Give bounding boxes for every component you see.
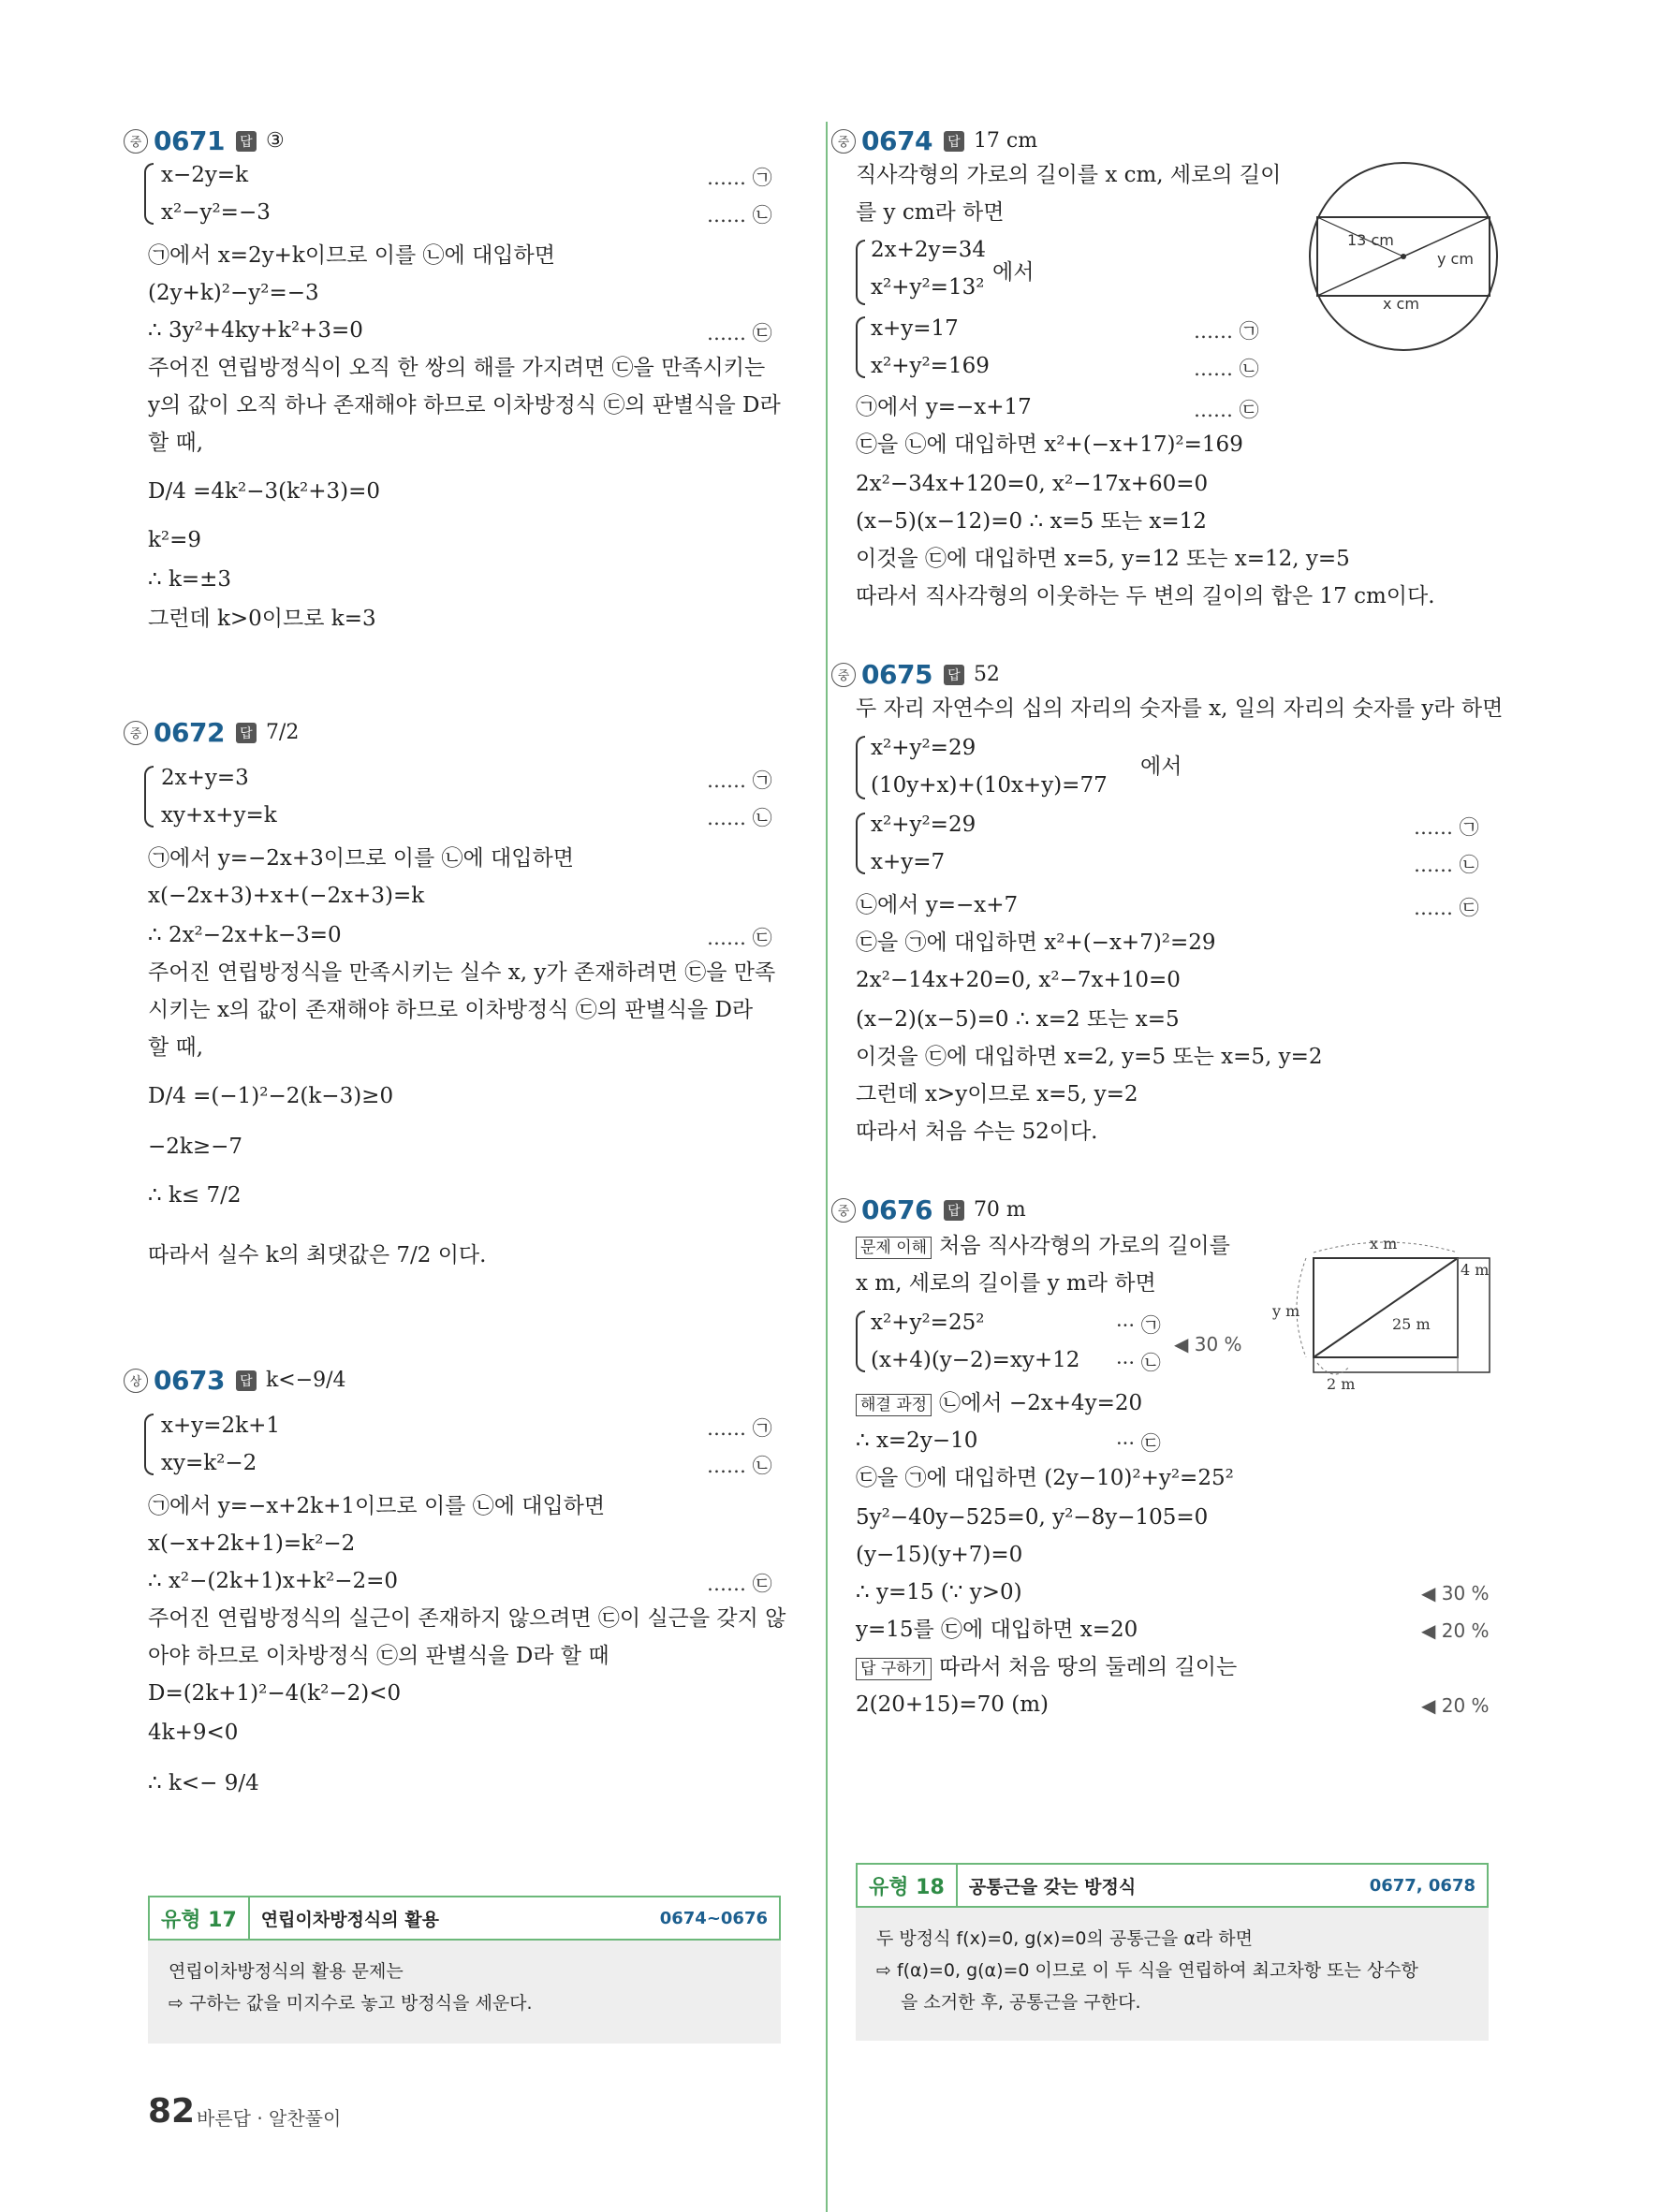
book-title: 바른답 · 알찬풀이 (197, 2107, 342, 2130)
type-body (148, 1941, 781, 2044)
system-brace (144, 163, 154, 225)
level-badge: 상 (124, 1369, 148, 1393)
score-percent: ◀ 20 % (1421, 1694, 1490, 1717)
solution-line: D/4 =(−1)²−2(k−3)≥0 (148, 1084, 394, 1108)
equation-mark: ··· ㉢ (1116, 1432, 1161, 1455)
solution-line: 4k+9<0 (148, 1721, 239, 1745)
score-percent: ◀ 20 % (1421, 1619, 1490, 1642)
level-badge: 중 (124, 721, 148, 745)
bottom-label: 2 m (1327, 1375, 1356, 1393)
solution-line: −2k≥−7 (148, 1135, 243, 1159)
solution-line: 에서 (1140, 754, 1182, 779)
level-badge: 중 (124, 129, 148, 154)
type-tag: 유형 17 (150, 1897, 250, 1939)
diag-label: 25 m (1392, 1315, 1431, 1333)
solution-line: 2x²−14x+20=0, x²−7x+10=0 (856, 968, 1181, 992)
type-body (856, 1908, 1489, 2041)
solution-line: 시키는 x의 값이 존재해야 하므로 이차방정식 ㉢의 판별식을 D라 (148, 998, 754, 1022)
equation-mark: …… ㉢ (1194, 399, 1259, 421)
level-badge: 중 (831, 1198, 856, 1223)
field-rectangle-figure (1269, 1234, 1493, 1393)
type-body-line: ⇨ 구하는 값을 미지수로 놓고 방정식을 세운다. (169, 1993, 533, 2014)
type-range: 0677, 0678 (1369, 1875, 1475, 1896)
diag-label: 13 cm (1347, 231, 1394, 249)
equation-mark: …… ㉡ (1194, 358, 1259, 380)
equation-mark: …… ㉡ (1414, 854, 1479, 876)
solution-line: 2(20+15)=70 (m) (856, 1692, 1049, 1717)
equation-mark: …… ㉠ (1194, 320, 1259, 343)
solution-line: y의 값이 오직 하나 존재해야 하므로 이차방정식 ㉢의 판별식을 D라 (148, 393, 781, 417)
solution-line: 주어진 연립방정식을 만족시키는 실수 x, y가 존재하려면 ㉢을 만족 (148, 960, 776, 985)
equation-mark: …… ㉠ (1414, 816, 1479, 839)
page-number: 82 (148, 2092, 196, 2131)
system-brace (856, 316, 865, 378)
solution-line: ∴ k<− 9/4 (148, 1771, 259, 1795)
type-header (148, 1896, 781, 1941)
solution-line: x(−x+2k+1)=k²−2 (148, 1531, 356, 1556)
solution-line: D/4 =4k²−3(k²+3)=0 (148, 479, 381, 504)
solution-text: ㉡에서 −2x+4y=20 (939, 1391, 1143, 1415)
equation-line: x²+y²=29 (871, 813, 976, 837)
right-label: 4 m (1461, 1261, 1490, 1279)
problem-0673-header (124, 1365, 346, 1396)
equation-line: x²+y²=25² (871, 1311, 985, 1335)
solution-line: ∴ 3y²+4ky+k²+3=0 (148, 318, 363, 343)
problem-number: 0675 (861, 659, 932, 690)
equation-line: 2x+2y=34 (871, 238, 987, 262)
solution-line: D=(2k+1)²−4(k²−2)<0 (148, 1681, 402, 1706)
equation-line: x²+y²=169 (871, 354, 990, 378)
system-brace (856, 736, 865, 799)
answer-value: 52 (973, 663, 1000, 686)
solution-line: 5y²−40y−525=0, y²−8y−105=0 (856, 1505, 1209, 1530)
column-divider (826, 122, 828, 2212)
solution-line: 두 자리 자연수의 십의 자리의 숫자를 x, 일의 자리의 숫자를 y라 하면 (856, 696, 1504, 721)
solution-line: ㉡에서 y=−x+7 (856, 893, 1019, 917)
solution-line: ㉢을 ㉠에 대입하면 x²+(−x+7)²=29 (856, 930, 1216, 955)
solution-line: (x−5)(x−12)=0 ∴ x=5 또는 x=12 (856, 509, 1207, 534)
solution-line: 아야 하므로 이차방정식 ㉢의 판별식을 D라 할 때 (148, 1644, 609, 1668)
type-header (856, 1863, 1489, 1908)
score-percent: ◀ 30 % (1421, 1582, 1490, 1604)
equation-line: x−2y=k (161, 163, 249, 187)
equation-mark: …… ㉡ (707, 807, 772, 829)
circle-rectangle-figure (1306, 159, 1501, 354)
solution-line: ㉠에서 y=−x+2k+1이므로 이를 ㉡에 대입하면 (148, 1494, 606, 1518)
type-title: 공통근을 갖는 방정식 (968, 1876, 1137, 1897)
rectangle-diagonal (1314, 1258, 1458, 1357)
level-badge: 중 (831, 663, 856, 687)
equation-mark: …… ㉢ (707, 322, 772, 344)
solution-line: y=15를 ㉢에 대입하면 x=20 (856, 1618, 1138, 1642)
solution-line: 이것을 ㉢에 대입하면 x=2, y=5 또는 x=5, y=2 (856, 1045, 1323, 1069)
solution-line: 에서 (992, 260, 1035, 285)
problem-0676-header (831, 1194, 1026, 1225)
solution-line: 따라서 처음 수는 52이다. (856, 1120, 1098, 1144)
solution-line: 그런데 k>0이므로 k=3 (148, 607, 376, 631)
answer-badge: 답 (236, 723, 257, 743)
side-y-label: y cm (1437, 250, 1474, 268)
equation-mark: ··· ㉡ (1116, 1352, 1161, 1374)
solution-line: (2y+k)²−y²=−3 (148, 281, 319, 305)
system-brace (856, 813, 865, 874)
left-label: y m (1272, 1302, 1300, 1320)
solution-line: ㉠에서 x=2y+k이므로 이를 ㉡에 대입하면 (148, 243, 555, 268)
solution-text: 처음 직사각형의 가로의 길이를 (939, 1234, 1230, 1258)
answer-badge: 답 (236, 1370, 257, 1391)
solution-line: ㉠에서 y=−x+17 (856, 395, 1032, 419)
answer-value: 70 m (973, 1198, 1026, 1222)
step-label: 답 구하기 (856, 1658, 932, 1680)
answer-badge: 답 (944, 665, 964, 685)
answer-badge: 답 (944, 1200, 964, 1221)
top-label: x m (1370, 1235, 1398, 1252)
solution-line: ㉠에서 y=−2x+3이므로 이를 ㉡에 대입하면 (148, 846, 574, 871)
equation-line: xy=k²−2 (161, 1451, 257, 1475)
solution-line: ∴ x²−(2k+1)x+k²−2=0 (148, 1569, 399, 1593)
type-18-box (856, 1863, 1489, 2050)
equation-mark: ··· ㉠ (1116, 1314, 1161, 1337)
equation-mark: …… ㉢ (1414, 897, 1479, 919)
type-body-line: 을 소거한 후, 공통근을 구한다. (901, 1992, 1141, 2013)
problem-number: 0671 (154, 125, 225, 156)
problem-0675-header (831, 659, 1000, 690)
equation-line: x²+y²=13² (871, 275, 985, 300)
solution-line: ∴ k=±3 (148, 567, 232, 592)
step-label: 문제 이해 (856, 1237, 932, 1259)
solution-line: 주어진 연립방정식이 오직 한 쌍의 해를 가지려면 ㉢을 만족시키는 (148, 356, 766, 380)
problem-number: 0674 (861, 125, 932, 156)
problem-number: 0672 (154, 717, 225, 748)
solution-line: 그런데 x>y이므로 x=5, y=2 (856, 1082, 1138, 1106)
equation-line: 2x+y=3 (161, 766, 249, 790)
solution-line (856, 1232, 1230, 1260)
equation-line: x+y=7 (871, 850, 946, 874)
problem-0674-header (831, 125, 1037, 156)
solution-text: 따라서 처음 땅의 둘레의 길이는 (939, 1655, 1238, 1679)
solution-line: 2x²−34x+120=0, x²−17x+60=0 (856, 472, 1209, 496)
solution-line: ∴ 2x²−2x+k−3=0 (148, 923, 342, 947)
solution-line: 를 y cm라 하면 (856, 200, 1005, 225)
system-brace (856, 240, 865, 305)
solution-line: 직사각형의 가로의 길이를 x cm, 세로의 길이 (856, 163, 1282, 187)
equation-line: (x+4)(y−2)=xy+12 (871, 1348, 1080, 1372)
equation-line: x²−y²=−3 (161, 200, 271, 225)
type-body-line: ⇨ f(α)=0, g(α)=0 이므로 이 두 식을 연립하여 최고차항 또는 상수항 (876, 1960, 1418, 1981)
solution-line: x m, 세로의 길이를 y m라 하면 (856, 1271, 1156, 1296)
type-tag: 유형 18 (858, 1865, 958, 1906)
system-brace (144, 1414, 154, 1475)
solution-line: (x−2)(x−5)=0 ∴ x=2 또는 x=5 (856, 1007, 1180, 1032)
answer-value: ③ (265, 129, 285, 153)
problem-0672-header (124, 717, 299, 748)
type-title: 연립이차방정식의 활용 (260, 1909, 439, 1930)
equation-line: xy+x+y=k (161, 803, 277, 828)
solution-line: 이것을 ㉢에 대입하면 x=5, y=12 또는 x=12, y=5 (856, 547, 1350, 571)
solution-line: x(−2x+3)+x+(−2x+3)=k (148, 884, 425, 908)
solution-line: 주어진 연립방정식의 실근이 존재하지 않으려면 ㉢이 실근을 갖지 않 (148, 1606, 786, 1631)
solution-line: k²=9 (148, 528, 202, 552)
equation-mark: …… ㉡ (707, 204, 772, 227)
equation-mark: …… ㉠ (707, 167, 772, 189)
answer-value: 17 cm (973, 129, 1038, 153)
solution-line: ∴ x=2y−10 (856, 1428, 978, 1453)
score-percent: ◀ 30 % (1174, 1333, 1242, 1355)
type-range: 0674~0676 (659, 1908, 768, 1928)
solution-line: 따라서 직사각형의 이웃하는 두 변의 길이의 합은 17 cm이다. (856, 584, 1435, 608)
equation-line: x²+y²=29 (871, 736, 976, 760)
solution-line: 할 때, (148, 431, 204, 455)
equation-mark: …… ㉢ (707, 1573, 772, 1595)
solution-line: ∴ y=15 (∵ y>0) (856, 1580, 1022, 1604)
solution-line: ∴ k≤ 7/2 (148, 1183, 242, 1208)
equation-mark: …… ㉠ (707, 769, 772, 792)
side-x-label: x cm (1383, 295, 1419, 313)
equation-line: (10y+x)+(10x+y)=77 (871, 773, 1108, 798)
answer-badge: 답 (944, 131, 964, 152)
equation-mark: …… ㉡ (707, 1455, 772, 1477)
type-body-line: 두 방정식 f(x)=0, g(x)=0의 공통근을 α라 하면 (876, 1928, 1253, 1949)
step-label: 해결 과정 (856, 1394, 932, 1416)
equation-line: x+y=2k+1 (161, 1414, 280, 1438)
solution-line (856, 1389, 1142, 1417)
equation-mark: …… ㉢ (707, 927, 772, 949)
type-17-box (148, 1896, 781, 2045)
system-brace (144, 766, 154, 828)
answer-value: k<−9/4 (265, 1369, 346, 1392)
equation-mark: …… ㉠ (707, 1417, 772, 1440)
solution-line: 할 때, (148, 1035, 204, 1060)
system-brace (856, 1311, 865, 1372)
problem-number: 0676 (861, 1194, 932, 1225)
type-body-line: 연립이차방정식의 활용 문제는 (169, 1961, 404, 1982)
equation-line: x+y=17 (871, 316, 959, 341)
answer-badge: 답 (236, 131, 257, 152)
problem-0671-header (124, 125, 285, 156)
level-badge: 중 (831, 129, 856, 154)
solution-line: 따라서 실수 k의 최댓값은 7/2 이다. (148, 1243, 487, 1267)
answer-value: 7/2 (265, 721, 300, 744)
problem-number: 0673 (154, 1365, 225, 1396)
solution-line (856, 1653, 1237, 1681)
solution-line: (y−15)(y+7)=0 (856, 1543, 1023, 1567)
solution-line: ㉢을 ㉠에 대입하면 (2y−10)²+y²=25² (856, 1466, 1234, 1490)
solution-line: ㉢을 ㉡에 대입하면 x²+(−x+17)²=169 (856, 432, 1243, 457)
